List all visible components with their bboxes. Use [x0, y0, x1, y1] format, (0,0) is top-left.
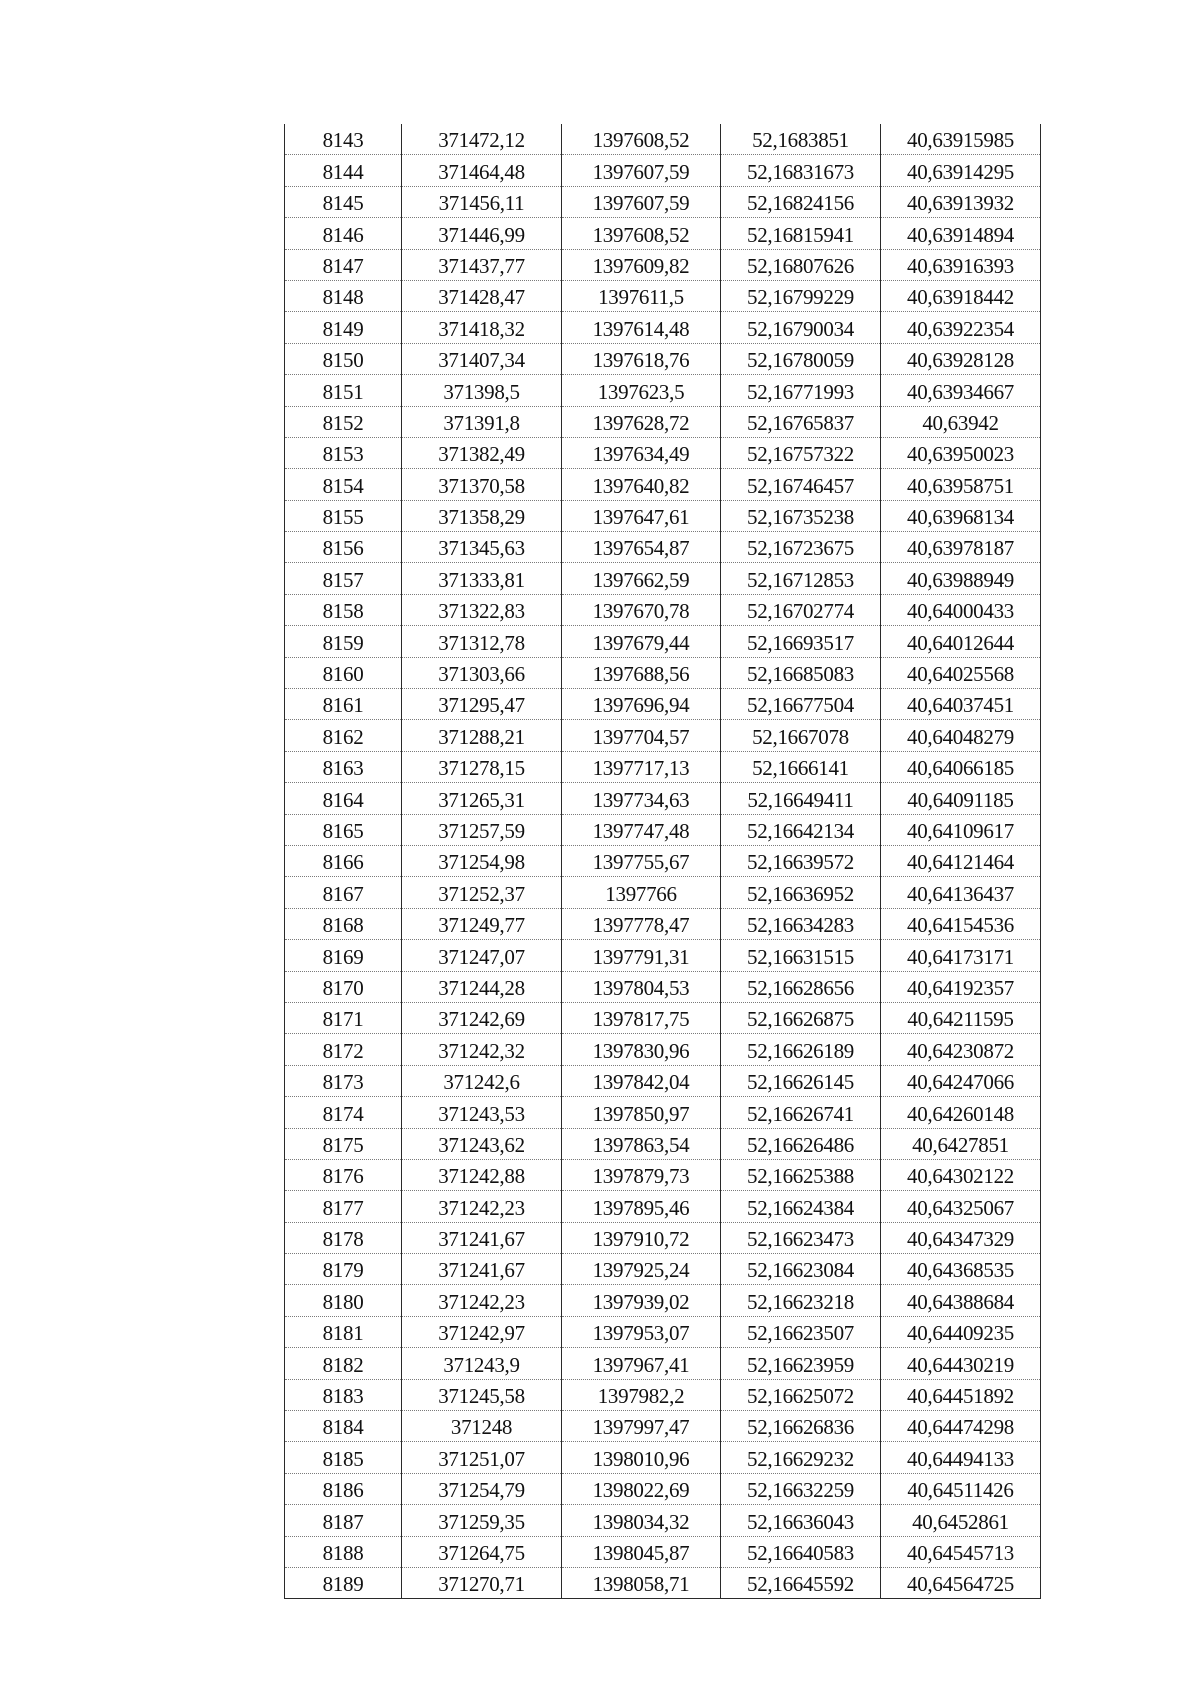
point-number-cell: 8185	[285, 1442, 402, 1473]
y-coordinate-cell: 1397634,49	[562, 437, 721, 468]
latitude-cell: 52,16623507	[721, 1316, 881, 1347]
y-coordinate-cell: 1397647,61	[562, 500, 721, 531]
longitude-cell: 40,64136437	[881, 877, 1041, 908]
x-coordinate-cell: 371333,81	[402, 563, 562, 594]
point-number-cell: 8157	[285, 563, 402, 594]
point-number-cell: 8154	[285, 469, 402, 500]
point-number-cell: 8146	[285, 218, 402, 249]
point-number-cell: 8165	[285, 814, 402, 845]
table-row	[285, 1473, 1041, 1504]
point-number-cell: 8158	[285, 594, 402, 625]
latitude-cell: 52,16626145	[721, 1065, 881, 1096]
longitude-cell: 40,64347329	[881, 1222, 1041, 1253]
x-coordinate-cell: 371312,78	[402, 626, 562, 657]
longitude-cell: 40,64451892	[881, 1379, 1041, 1410]
x-coordinate-cell: 371257,59	[402, 814, 562, 845]
table-row	[285, 814, 1041, 845]
latitude-cell: 52,16640583	[721, 1536, 881, 1567]
x-coordinate-cell: 371247,07	[402, 940, 562, 971]
longitude-cell: 40,63922354	[881, 312, 1041, 343]
table-row	[285, 280, 1041, 311]
latitude-cell: 52,16746457	[721, 469, 881, 500]
point-number-cell: 8164	[285, 783, 402, 814]
longitude-cell: 40,64494133	[881, 1442, 1041, 1473]
y-coordinate-cell: 1397609,82	[562, 249, 721, 280]
y-coordinate-cell: 1397611,5	[562, 280, 721, 311]
table-row	[285, 1002, 1041, 1033]
x-coordinate-cell: 371242,97	[402, 1316, 562, 1347]
latitude-cell: 52,16623473	[721, 1222, 881, 1253]
longitude-cell: 40,63916393	[881, 249, 1041, 280]
y-coordinate-cell: 1397608,52	[562, 218, 721, 249]
y-coordinate-cell: 1397662,59	[562, 563, 721, 594]
point-number-cell: 8169	[285, 940, 402, 971]
x-coordinate-cell: 371243,9	[402, 1348, 562, 1379]
y-coordinate-cell: 1397614,48	[562, 312, 721, 343]
point-number-cell: 8184	[285, 1411, 402, 1442]
latitude-cell: 52,16636952	[721, 877, 881, 908]
x-coordinate-cell: 371242,69	[402, 1002, 562, 1033]
table-row	[285, 1034, 1041, 1065]
y-coordinate-cell: 1397879,73	[562, 1159, 721, 1190]
latitude-cell: 52,16629232	[721, 1442, 881, 1473]
y-coordinate-cell: 1397850,97	[562, 1097, 721, 1128]
latitude-cell: 52,16765837	[721, 406, 881, 437]
y-coordinate-cell: 1397778,47	[562, 908, 721, 939]
y-coordinate-cell: 1397766	[562, 877, 721, 908]
y-coordinate-cell: 1397747,48	[562, 814, 721, 845]
table-row	[285, 1348, 1041, 1379]
longitude-cell: 40,63988949	[881, 563, 1041, 594]
point-number-cell: 8189	[285, 1567, 402, 1598]
latitude-cell: 52,16626741	[721, 1097, 881, 1128]
table-row	[285, 1379, 1041, 1410]
x-coordinate-cell: 371248	[402, 1411, 562, 1442]
y-coordinate-cell: 1397623,5	[562, 375, 721, 406]
y-coordinate-cell: 1397982,2	[562, 1379, 721, 1410]
longitude-cell: 40,64230872	[881, 1034, 1041, 1065]
latitude-cell: 52,16645592	[721, 1567, 881, 1598]
y-coordinate-cell: 1398010,96	[562, 1442, 721, 1473]
point-number-cell: 8145	[285, 186, 402, 217]
point-number-cell: 8174	[285, 1097, 402, 1128]
point-number-cell: 8155	[285, 500, 402, 531]
latitude-cell: 52,16626486	[721, 1128, 881, 1159]
latitude-cell: 52,16723675	[721, 532, 881, 563]
point-number-cell: 8177	[285, 1191, 402, 1222]
point-number-cell: 8153	[285, 437, 402, 468]
longitude-cell: 40,64409235	[881, 1316, 1041, 1347]
y-coordinate-cell: 1397791,31	[562, 940, 721, 971]
x-coordinate-cell: 371243,53	[402, 1097, 562, 1128]
latitude-cell: 52,16625388	[721, 1159, 881, 1190]
latitude-cell: 52,1666141	[721, 751, 881, 782]
x-coordinate-cell: 371391,8	[402, 406, 562, 437]
point-number-cell: 8149	[285, 312, 402, 343]
x-coordinate-cell: 371345,63	[402, 532, 562, 563]
x-coordinate-cell: 371303,66	[402, 657, 562, 688]
latitude-cell: 52,16685083	[721, 657, 881, 688]
latitude-cell: 52,16780059	[721, 343, 881, 374]
x-coordinate-cell: 371278,15	[402, 751, 562, 782]
table-row	[285, 1442, 1041, 1473]
table-row	[285, 124, 1041, 155]
latitude-cell: 52,16735238	[721, 500, 881, 531]
latitude-cell: 52,16626836	[721, 1411, 881, 1442]
y-coordinate-cell: 1397925,24	[562, 1254, 721, 1285]
longitude-cell: 40,64430219	[881, 1348, 1041, 1379]
latitude-cell: 52,16799229	[721, 280, 881, 311]
y-coordinate-cell: 1398058,71	[562, 1567, 721, 1598]
table-row	[285, 751, 1041, 782]
point-number-cell: 8188	[285, 1536, 402, 1567]
x-coordinate-cell: 371249,77	[402, 908, 562, 939]
latitude-cell: 52,16626875	[721, 1002, 881, 1033]
y-coordinate-cell: 1397640,82	[562, 469, 721, 500]
y-coordinate-cell: 1397688,56	[562, 657, 721, 688]
x-coordinate-cell: 371259,35	[402, 1505, 562, 1536]
table-row	[285, 312, 1041, 343]
latitude-cell: 52,16790034	[721, 312, 881, 343]
longitude-cell: 40,64192357	[881, 971, 1041, 1002]
table-row	[285, 594, 1041, 625]
x-coordinate-cell: 371242,88	[402, 1159, 562, 1190]
table-row	[285, 500, 1041, 531]
longitude-cell: 40,64260148	[881, 1097, 1041, 1128]
latitude-cell: 52,16624384	[721, 1191, 881, 1222]
table-row	[285, 437, 1041, 468]
table-row	[285, 249, 1041, 280]
latitude-cell: 52,16625072	[721, 1379, 881, 1410]
x-coordinate-cell: 371382,49	[402, 437, 562, 468]
x-coordinate-cell: 371241,67	[402, 1254, 562, 1285]
y-coordinate-cell: 1397755,67	[562, 845, 721, 876]
table-row	[285, 343, 1041, 374]
table-row	[285, 1191, 1041, 1222]
y-coordinate-cell: 1397734,63	[562, 783, 721, 814]
latitude-cell: 52,16632259	[721, 1473, 881, 1504]
point-number-cell: 8166	[285, 845, 402, 876]
x-coordinate-cell: 371242,23	[402, 1191, 562, 1222]
table-row	[285, 375, 1041, 406]
x-coordinate-cell: 371446,99	[402, 218, 562, 249]
y-coordinate-cell: 1397654,87	[562, 532, 721, 563]
table-row	[285, 657, 1041, 688]
latitude-cell: 52,16702774	[721, 594, 881, 625]
longitude-cell: 40,64368535	[881, 1254, 1041, 1285]
x-coordinate-cell: 371245,58	[402, 1379, 562, 1410]
x-coordinate-cell: 371264,75	[402, 1536, 562, 1567]
y-coordinate-cell: 1397607,59	[562, 186, 721, 217]
longitude-cell: 40,64066185	[881, 751, 1041, 782]
point-number-cell: 8161	[285, 689, 402, 720]
latitude-cell: 52,16649411	[721, 783, 881, 814]
point-number-cell: 8147	[285, 249, 402, 280]
y-coordinate-cell: 1398022,69	[562, 1473, 721, 1504]
table-row	[285, 532, 1041, 563]
longitude-cell: 40,63978187	[881, 532, 1041, 563]
longitude-cell: 40,64025568	[881, 657, 1041, 688]
x-coordinate-cell: 371437,77	[402, 249, 562, 280]
point-number-cell: 8186	[285, 1473, 402, 1504]
table-row	[285, 186, 1041, 217]
longitude-cell: 40,64048279	[881, 720, 1041, 751]
x-coordinate-cell: 371288,21	[402, 720, 562, 751]
latitude-cell: 52,16693517	[721, 626, 881, 657]
latitude-cell: 52,16815941	[721, 218, 881, 249]
x-coordinate-cell: 371295,47	[402, 689, 562, 720]
x-coordinate-cell: 371398,5	[402, 375, 562, 406]
longitude-cell: 40,63942	[881, 406, 1041, 437]
x-coordinate-cell: 371251,07	[402, 1442, 562, 1473]
table-row	[285, 783, 1041, 814]
x-coordinate-cell: 371472,12	[402, 124, 562, 155]
longitude-cell: 40,64121464	[881, 845, 1041, 876]
table-row	[285, 908, 1041, 939]
table-row	[285, 626, 1041, 657]
x-coordinate-cell: 371252,37	[402, 877, 562, 908]
latitude-cell: 52,16642134	[721, 814, 881, 845]
y-coordinate-cell: 1397670,78	[562, 594, 721, 625]
x-coordinate-cell: 371358,29	[402, 500, 562, 531]
latitude-cell: 52,16771993	[721, 375, 881, 406]
table-row	[285, 689, 1041, 720]
table-row	[285, 406, 1041, 437]
longitude-cell: 40,63918442	[881, 280, 1041, 311]
point-number-cell: 8163	[285, 751, 402, 782]
y-coordinate-cell: 1397717,13	[562, 751, 721, 782]
y-coordinate-cell: 1397842,04	[562, 1065, 721, 1096]
y-coordinate-cell: 1397696,94	[562, 689, 721, 720]
latitude-cell: 52,16831673	[721, 155, 881, 186]
x-coordinate-cell: 371464,48	[402, 155, 562, 186]
longitude-cell: 40,64564725	[881, 1567, 1041, 1598]
table-row	[285, 1567, 1041, 1598]
x-coordinate-cell: 371243,62	[402, 1128, 562, 1159]
latitude-cell: 52,16677504	[721, 689, 881, 720]
longitude-cell: 40,64154536	[881, 908, 1041, 939]
y-coordinate-cell: 1397910,72	[562, 1222, 721, 1253]
x-coordinate-cell: 371242,32	[402, 1034, 562, 1065]
latitude-cell: 52,16807626	[721, 249, 881, 280]
table-row	[285, 1128, 1041, 1159]
x-coordinate-cell: 371241,67	[402, 1222, 562, 1253]
y-coordinate-cell: 1398045,87	[562, 1536, 721, 1567]
longitude-cell: 40,64000433	[881, 594, 1041, 625]
point-number-cell: 8152	[285, 406, 402, 437]
longitude-cell: 40,6452861	[881, 1505, 1041, 1536]
table-row	[285, 1254, 1041, 1285]
point-number-cell: 8170	[285, 971, 402, 1002]
x-coordinate-cell: 371418,32	[402, 312, 562, 343]
point-number-cell: 8171	[285, 1002, 402, 1033]
table-row	[285, 1222, 1041, 1253]
table-row	[285, 845, 1041, 876]
table-row	[285, 1505, 1041, 1536]
x-coordinate-cell: 371456,11	[402, 186, 562, 217]
latitude-cell: 52,16636043	[721, 1505, 881, 1536]
y-coordinate-cell: 1397608,52	[562, 124, 721, 155]
y-coordinate-cell: 1398034,32	[562, 1505, 721, 1536]
table-row	[285, 720, 1041, 751]
longitude-cell: 40,63914295	[881, 155, 1041, 186]
y-coordinate-cell: 1397804,53	[562, 971, 721, 1002]
longitude-cell: 40,64091185	[881, 783, 1041, 814]
point-number-cell: 8143	[285, 124, 402, 155]
latitude-cell: 52,16623218	[721, 1285, 881, 1316]
table-row	[285, 971, 1041, 1002]
point-number-cell: 8172	[285, 1034, 402, 1065]
y-coordinate-cell: 1397997,47	[562, 1411, 721, 1442]
x-coordinate-cell: 371242,6	[402, 1065, 562, 1096]
latitude-cell: 52,16824156	[721, 186, 881, 217]
y-coordinate-cell: 1397939,02	[562, 1285, 721, 1316]
point-number-cell: 8168	[285, 908, 402, 939]
table-row	[285, 1316, 1041, 1347]
y-coordinate-cell: 1397817,75	[562, 1002, 721, 1033]
point-number-cell: 8176	[285, 1159, 402, 1190]
point-number-cell: 8175	[285, 1128, 402, 1159]
longitude-cell: 40,64545713	[881, 1536, 1041, 1567]
point-number-cell: 8180	[285, 1285, 402, 1316]
y-coordinate-cell: 1397628,72	[562, 406, 721, 437]
point-number-cell: 8182	[285, 1348, 402, 1379]
longitude-cell: 40,64474298	[881, 1411, 1041, 1442]
table-row	[285, 877, 1041, 908]
point-number-cell: 8148	[285, 280, 402, 311]
longitude-cell: 40,63934667	[881, 375, 1041, 406]
table-row	[285, 1536, 1041, 1567]
table-row	[285, 1411, 1041, 1442]
x-coordinate-cell: 371322,83	[402, 594, 562, 625]
longitude-cell: 40,63958751	[881, 469, 1041, 500]
latitude-cell: 52,16639572	[721, 845, 881, 876]
longitude-cell: 40,64302122	[881, 1159, 1041, 1190]
y-coordinate-cell: 1397704,57	[562, 720, 721, 751]
x-coordinate-cell: 371407,34	[402, 343, 562, 374]
longitude-cell: 40,6427851	[881, 1128, 1041, 1159]
latitude-cell: 52,16623084	[721, 1254, 881, 1285]
longitude-cell: 40,64109617	[881, 814, 1041, 845]
y-coordinate-cell: 1397830,96	[562, 1034, 721, 1065]
y-coordinate-cell: 1397679,44	[562, 626, 721, 657]
coordinate-table-body	[285, 124, 1041, 1599]
point-number-cell: 8150	[285, 343, 402, 374]
table-row	[285, 940, 1041, 971]
longitude-cell: 40,63928128	[881, 343, 1041, 374]
longitude-cell: 40,64037451	[881, 689, 1041, 720]
point-number-cell: 8159	[285, 626, 402, 657]
point-number-cell: 8187	[285, 1505, 402, 1536]
longitude-cell: 40,63915985	[881, 124, 1041, 155]
point-number-cell: 8178	[285, 1222, 402, 1253]
y-coordinate-cell: 1397967,41	[562, 1348, 721, 1379]
table-row	[285, 1159, 1041, 1190]
point-number-cell: 8179	[285, 1254, 402, 1285]
x-coordinate-cell: 371270,71	[402, 1567, 562, 1598]
latitude-cell: 52,1667078	[721, 720, 881, 751]
x-coordinate-cell: 371370,58	[402, 469, 562, 500]
table-row	[285, 218, 1041, 249]
point-number-cell: 8183	[285, 1379, 402, 1410]
table-row	[285, 469, 1041, 500]
x-coordinate-cell: 371254,98	[402, 845, 562, 876]
point-number-cell: 8181	[285, 1316, 402, 1347]
longitude-cell: 40,64247066	[881, 1065, 1041, 1096]
point-number-cell: 8151	[285, 375, 402, 406]
latitude-cell: 52,16757322	[721, 437, 881, 468]
latitude-cell: 52,16712853	[721, 563, 881, 594]
longitude-cell: 40,64173171	[881, 940, 1041, 971]
point-number-cell: 8160	[285, 657, 402, 688]
table-row	[285, 1097, 1041, 1128]
longitude-cell: 40,63914894	[881, 218, 1041, 249]
latitude-cell: 52,16634283	[721, 908, 881, 939]
latitude-cell: 52,1683851	[721, 124, 881, 155]
y-coordinate-cell: 1397895,46	[562, 1191, 721, 1222]
point-number-cell: 8156	[285, 532, 402, 563]
point-number-cell: 8167	[285, 877, 402, 908]
table-row	[285, 1285, 1041, 1316]
y-coordinate-cell: 1397863,54	[562, 1128, 721, 1159]
longitude-cell: 40,64388684	[881, 1285, 1041, 1316]
longitude-cell: 40,64511426	[881, 1473, 1041, 1504]
longitude-cell: 40,64012644	[881, 626, 1041, 657]
x-coordinate-cell: 371242,23	[402, 1285, 562, 1316]
x-coordinate-cell: 371244,28	[402, 971, 562, 1002]
table-row	[285, 1065, 1041, 1096]
longitude-cell: 40,63968134	[881, 500, 1041, 531]
longitude-cell: 40,64211595	[881, 1002, 1041, 1033]
latitude-cell: 52,16626189	[721, 1034, 881, 1065]
y-coordinate-cell: 1397618,76	[562, 343, 721, 374]
longitude-cell: 40,64325067	[881, 1191, 1041, 1222]
table-row	[285, 155, 1041, 186]
point-number-cell: 8144	[285, 155, 402, 186]
longitude-cell: 40,63950023	[881, 437, 1041, 468]
latitude-cell: 52,16628656	[721, 971, 881, 1002]
table-row	[285, 563, 1041, 594]
coordinate-table	[284, 124, 1041, 1599]
y-coordinate-cell: 1397607,59	[562, 155, 721, 186]
y-coordinate-cell: 1397953,07	[562, 1316, 721, 1347]
x-coordinate-cell: 371428,47	[402, 280, 562, 311]
point-number-cell: 8162	[285, 720, 402, 751]
latitude-cell: 52,16631515	[721, 940, 881, 971]
point-number-cell: 8173	[285, 1065, 402, 1096]
x-coordinate-cell: 371254,79	[402, 1473, 562, 1504]
latitude-cell: 52,16623959	[721, 1348, 881, 1379]
longitude-cell: 40,63913932	[881, 186, 1041, 217]
x-coordinate-cell: 371265,31	[402, 783, 562, 814]
